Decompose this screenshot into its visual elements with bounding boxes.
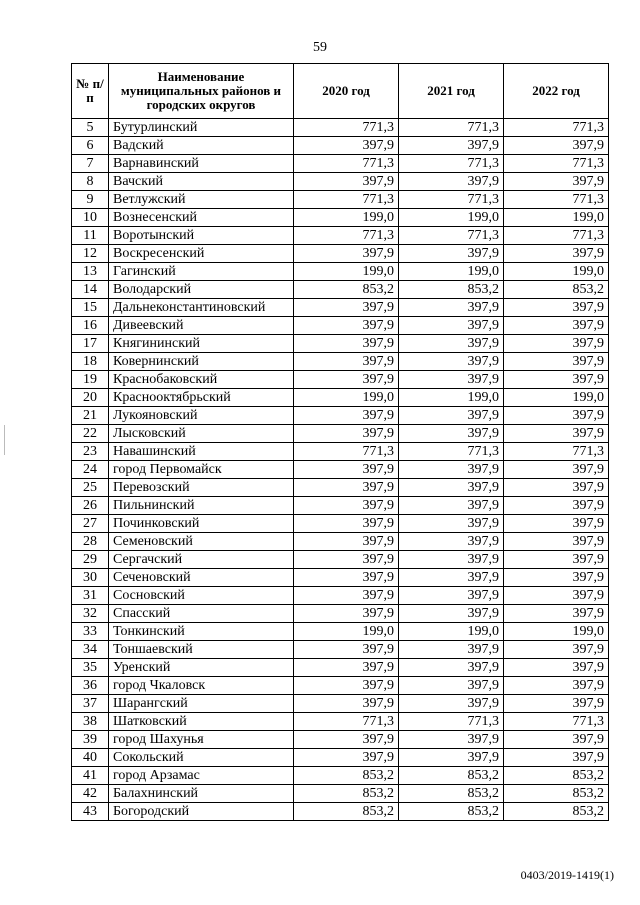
row-number: 14 xyxy=(72,281,109,299)
district-name: Вадский xyxy=(109,137,294,155)
value-2022: 397,9 xyxy=(504,659,609,677)
value-2021: 853,2 xyxy=(399,785,504,803)
value-2021: 397,9 xyxy=(399,551,504,569)
value-2021: 397,9 xyxy=(399,695,504,713)
value-2022: 397,9 xyxy=(504,587,609,605)
row-number: 25 xyxy=(72,479,109,497)
district-name: Балахнинский xyxy=(109,785,294,803)
row-number: 26 xyxy=(72,497,109,515)
value-2021: 397,9 xyxy=(399,569,504,587)
value-2021: 397,9 xyxy=(399,371,504,389)
row-number: 38 xyxy=(72,713,109,731)
value-2020: 199,0 xyxy=(294,209,399,227)
row-number: 22 xyxy=(72,425,109,443)
value-2022: 397,9 xyxy=(504,479,609,497)
district-name: Шатковский xyxy=(109,713,294,731)
value-2020: 397,9 xyxy=(294,605,399,623)
district-name: Богородский xyxy=(109,803,294,821)
row-number: 34 xyxy=(72,641,109,659)
value-2020: 397,9 xyxy=(294,659,399,677)
table-row xyxy=(72,155,609,173)
table-row xyxy=(72,695,609,713)
value-2021: 397,9 xyxy=(399,587,504,605)
district-name: Пильнинский xyxy=(109,497,294,515)
value-2020: 397,9 xyxy=(294,533,399,551)
row-number: 23 xyxy=(72,443,109,461)
value-2022: 853,2 xyxy=(504,785,609,803)
allocation-table xyxy=(71,63,609,821)
value-2022: 397,9 xyxy=(504,299,609,317)
value-2022: 397,9 xyxy=(504,551,609,569)
value-2022: 397,9 xyxy=(504,425,609,443)
row-number: 15 xyxy=(72,299,109,317)
row-number: 27 xyxy=(72,515,109,533)
value-2021: 853,2 xyxy=(399,803,504,821)
value-2022: 771,3 xyxy=(504,191,609,209)
document-code: 0403/2019-1419(1) xyxy=(520,868,614,882)
table-row xyxy=(72,749,609,767)
row-number: 42 xyxy=(72,785,109,803)
table-body xyxy=(72,119,609,821)
row-number: 31 xyxy=(72,587,109,605)
value-2020: 199,0 xyxy=(294,623,399,641)
table-row xyxy=(72,803,609,821)
value-2021: 397,9 xyxy=(399,173,504,191)
value-2022: 397,9 xyxy=(504,695,609,713)
district-name: город Чкаловск xyxy=(109,677,294,695)
value-2021: 199,0 xyxy=(399,209,504,227)
value-2022: 397,9 xyxy=(504,533,609,551)
value-2021: 397,9 xyxy=(399,497,504,515)
value-2020: 397,9 xyxy=(294,515,399,533)
value-2021: 853,2 xyxy=(399,281,504,299)
district-name: Навашинский xyxy=(109,443,294,461)
table-row xyxy=(72,353,609,371)
district-name: Уренский xyxy=(109,659,294,677)
district-name: город Первомайск xyxy=(109,461,294,479)
value-2020: 771,3 xyxy=(294,191,399,209)
district-name: город Арзамас xyxy=(109,767,294,785)
value-2020: 771,3 xyxy=(294,443,399,461)
value-2020: 397,9 xyxy=(294,425,399,443)
table-header-row xyxy=(72,64,609,119)
table-row xyxy=(72,407,609,425)
district-name: Дальнеконстантиновский xyxy=(109,299,294,317)
value-2021: 199,0 xyxy=(399,263,504,281)
table-row xyxy=(72,461,609,479)
row-number: 39 xyxy=(72,731,109,749)
value-2021: 771,3 xyxy=(399,443,504,461)
value-2020: 397,9 xyxy=(294,407,399,425)
value-2022: 397,9 xyxy=(504,461,609,479)
table-row xyxy=(72,731,609,749)
value-2022: 397,9 xyxy=(504,677,609,695)
value-2022: 397,9 xyxy=(504,245,609,263)
header-number: № п/п xyxy=(72,64,109,119)
value-2022: 397,9 xyxy=(504,137,609,155)
value-2020: 397,9 xyxy=(294,173,399,191)
value-2022: 397,9 xyxy=(504,371,609,389)
header-2020: 2020 год xyxy=(294,64,399,119)
row-number: 18 xyxy=(72,353,109,371)
value-2021: 397,9 xyxy=(399,137,504,155)
district-name: Сосновский xyxy=(109,587,294,605)
district-name: Варнавинский xyxy=(109,155,294,173)
value-2020: 853,2 xyxy=(294,785,399,803)
value-2022: 199,0 xyxy=(504,389,609,407)
district-name: Бутурлинский xyxy=(109,119,294,137)
value-2020: 397,9 xyxy=(294,587,399,605)
district-name: Вачский xyxy=(109,173,294,191)
value-2022: 771,3 xyxy=(504,227,609,245)
value-2020: 397,9 xyxy=(294,245,399,263)
row-number: 41 xyxy=(72,767,109,785)
table-row xyxy=(72,173,609,191)
district-name: Дивеевский xyxy=(109,317,294,335)
value-2022: 771,3 xyxy=(504,119,609,137)
value-2021: 397,9 xyxy=(399,659,504,677)
value-2022: 771,3 xyxy=(504,443,609,461)
district-name: Вознесенский xyxy=(109,209,294,227)
header-2022: 2022 год xyxy=(504,64,609,119)
value-2020: 771,3 xyxy=(294,155,399,173)
value-2022: 397,9 xyxy=(504,641,609,659)
value-2020: 397,9 xyxy=(294,749,399,767)
value-2020: 397,9 xyxy=(294,461,399,479)
table-row xyxy=(72,371,609,389)
value-2021: 771,3 xyxy=(399,191,504,209)
value-2021: 397,9 xyxy=(399,317,504,335)
table-row xyxy=(72,785,609,803)
value-2022: 853,2 xyxy=(504,767,609,785)
value-2021: 397,9 xyxy=(399,299,504,317)
page-number: 59 xyxy=(313,40,327,55)
value-2020: 397,9 xyxy=(294,551,399,569)
row-number: 12 xyxy=(72,245,109,263)
value-2020: 853,2 xyxy=(294,767,399,785)
value-2021: 397,9 xyxy=(399,677,504,695)
value-2021: 397,9 xyxy=(399,533,504,551)
district-name: Семеновский xyxy=(109,533,294,551)
table-row xyxy=(72,659,609,677)
row-number: 11 xyxy=(72,227,109,245)
value-2022: 397,9 xyxy=(504,407,609,425)
value-2021: 397,9 xyxy=(399,641,504,659)
row-number: 10 xyxy=(72,209,109,227)
row-number: 5 xyxy=(72,119,109,137)
row-number: 43 xyxy=(72,803,109,821)
value-2020: 199,0 xyxy=(294,263,399,281)
table-row xyxy=(72,569,609,587)
table-row xyxy=(72,587,609,605)
row-number: 24 xyxy=(72,461,109,479)
table-row xyxy=(72,641,609,659)
value-2020: 199,0 xyxy=(294,389,399,407)
district-name: Спасский xyxy=(109,605,294,623)
district-name: город Шахунья xyxy=(109,731,294,749)
value-2022: 397,9 xyxy=(504,173,609,191)
district-name: Шарангский xyxy=(109,695,294,713)
value-2022: 853,2 xyxy=(504,803,609,821)
value-2021: 397,9 xyxy=(399,407,504,425)
value-2020: 771,3 xyxy=(294,119,399,137)
value-2021: 397,9 xyxy=(399,461,504,479)
value-2021: 771,3 xyxy=(399,119,504,137)
table-row xyxy=(72,335,609,353)
value-2020: 853,2 xyxy=(294,803,399,821)
value-2022: 397,9 xyxy=(504,749,609,767)
value-2021: 397,9 xyxy=(399,335,504,353)
row-number: 21 xyxy=(72,407,109,425)
value-2022: 397,9 xyxy=(504,353,609,371)
row-number: 17 xyxy=(72,335,109,353)
row-number: 29 xyxy=(72,551,109,569)
value-2021: 397,9 xyxy=(399,425,504,443)
value-2021: 397,9 xyxy=(399,479,504,497)
table-row xyxy=(72,119,609,137)
row-number: 19 xyxy=(72,371,109,389)
value-2020: 397,9 xyxy=(294,497,399,515)
value-2020: 771,3 xyxy=(294,713,399,731)
header-name: Наименование муниципальных районов и городских округов xyxy=(109,64,294,119)
district-name: Княгининский xyxy=(109,335,294,353)
district-name: Починковский xyxy=(109,515,294,533)
value-2021: 397,9 xyxy=(399,749,504,767)
table-row xyxy=(72,443,609,461)
table-row xyxy=(72,245,609,263)
district-name: Перевозский xyxy=(109,479,294,497)
table-row xyxy=(72,767,609,785)
district-name: Ковернинский xyxy=(109,353,294,371)
row-number: 16 xyxy=(72,317,109,335)
value-2020: 397,9 xyxy=(294,677,399,695)
district-name: Лысковский xyxy=(109,425,294,443)
value-2022: 853,2 xyxy=(504,281,609,299)
district-name: Краснобаковский xyxy=(109,371,294,389)
value-2020: 397,9 xyxy=(294,353,399,371)
value-2020: 397,9 xyxy=(294,479,399,497)
district-name: Сокольский xyxy=(109,749,294,767)
row-number: 6 xyxy=(72,137,109,155)
district-name: Сеченовский xyxy=(109,569,294,587)
value-2022: 397,9 xyxy=(504,515,609,533)
value-2021: 853,2 xyxy=(399,767,504,785)
district-name: Тоншаевский xyxy=(109,641,294,659)
table-row xyxy=(72,191,609,209)
table-row xyxy=(72,137,609,155)
value-2021: 397,9 xyxy=(399,353,504,371)
value-2022: 771,3 xyxy=(504,713,609,731)
row-number: 36 xyxy=(72,677,109,695)
table-row xyxy=(72,515,609,533)
table-row xyxy=(72,227,609,245)
value-2022: 199,0 xyxy=(504,623,609,641)
value-2020: 771,3 xyxy=(294,227,399,245)
value-2020: 397,9 xyxy=(294,371,399,389)
row-number: 20 xyxy=(72,389,109,407)
value-2020: 397,9 xyxy=(294,137,399,155)
value-2020: 397,9 xyxy=(294,299,399,317)
table-row xyxy=(72,299,609,317)
value-2020: 397,9 xyxy=(294,569,399,587)
value-2020: 397,9 xyxy=(294,335,399,353)
header-2021: 2021 год xyxy=(399,64,504,119)
table-row xyxy=(72,479,609,497)
table-row xyxy=(72,605,609,623)
row-number: 30 xyxy=(72,569,109,587)
value-2022: 199,0 xyxy=(504,263,609,281)
value-2022: 397,9 xyxy=(504,335,609,353)
value-2021: 397,9 xyxy=(399,605,504,623)
row-number: 33 xyxy=(72,623,109,641)
table-row xyxy=(72,533,609,551)
table-row xyxy=(72,209,609,227)
district-name: Володарский xyxy=(109,281,294,299)
value-2020: 853,2 xyxy=(294,281,399,299)
value-2020: 397,9 xyxy=(294,731,399,749)
value-2021: 397,9 xyxy=(399,515,504,533)
value-2022: 771,3 xyxy=(504,155,609,173)
row-number: 28 xyxy=(72,533,109,551)
value-2020: 397,9 xyxy=(294,317,399,335)
row-number: 9 xyxy=(72,191,109,209)
row-number: 37 xyxy=(72,695,109,713)
row-number: 13 xyxy=(72,263,109,281)
value-2022: 397,9 xyxy=(504,731,609,749)
value-2021: 771,3 xyxy=(399,713,504,731)
value-2022: 199,0 xyxy=(504,209,609,227)
table-row xyxy=(72,623,609,641)
table-row xyxy=(72,389,609,407)
value-2021: 771,3 xyxy=(399,227,504,245)
value-2021: 771,3 xyxy=(399,155,504,173)
row-number: 32 xyxy=(72,605,109,623)
district-name: Сергачский xyxy=(109,551,294,569)
district-name: Гагинский xyxy=(109,263,294,281)
value-2021: 397,9 xyxy=(399,245,504,263)
value-2022: 397,9 xyxy=(504,569,609,587)
district-name: Краснооктябрьский xyxy=(109,389,294,407)
table-row xyxy=(72,677,609,695)
row-number: 7 xyxy=(72,155,109,173)
district-name: Воскресенский xyxy=(109,245,294,263)
district-name: Воротынский xyxy=(109,227,294,245)
value-2021: 199,0 xyxy=(399,623,504,641)
value-2022: 397,9 xyxy=(504,497,609,515)
value-2020: 397,9 xyxy=(294,641,399,659)
table-row xyxy=(72,551,609,569)
row-number: 8 xyxy=(72,173,109,191)
value-2021: 397,9 xyxy=(399,731,504,749)
value-2022: 397,9 xyxy=(504,317,609,335)
table-row xyxy=(72,263,609,281)
row-number: 40 xyxy=(72,749,109,767)
table-row xyxy=(72,497,609,515)
table-row xyxy=(72,713,609,731)
value-2021: 199,0 xyxy=(399,389,504,407)
table-row xyxy=(72,425,609,443)
district-name: Ветлужский xyxy=(109,191,294,209)
value-2020: 397,9 xyxy=(294,695,399,713)
district-name: Лукояновский xyxy=(109,407,294,425)
table-row xyxy=(72,281,609,299)
value-2022: 397,9 xyxy=(504,605,609,623)
district-name: Тонкинский xyxy=(109,623,294,641)
table-row xyxy=(72,317,609,335)
margin-mark xyxy=(4,425,5,455)
row-number: 35 xyxy=(72,659,109,677)
